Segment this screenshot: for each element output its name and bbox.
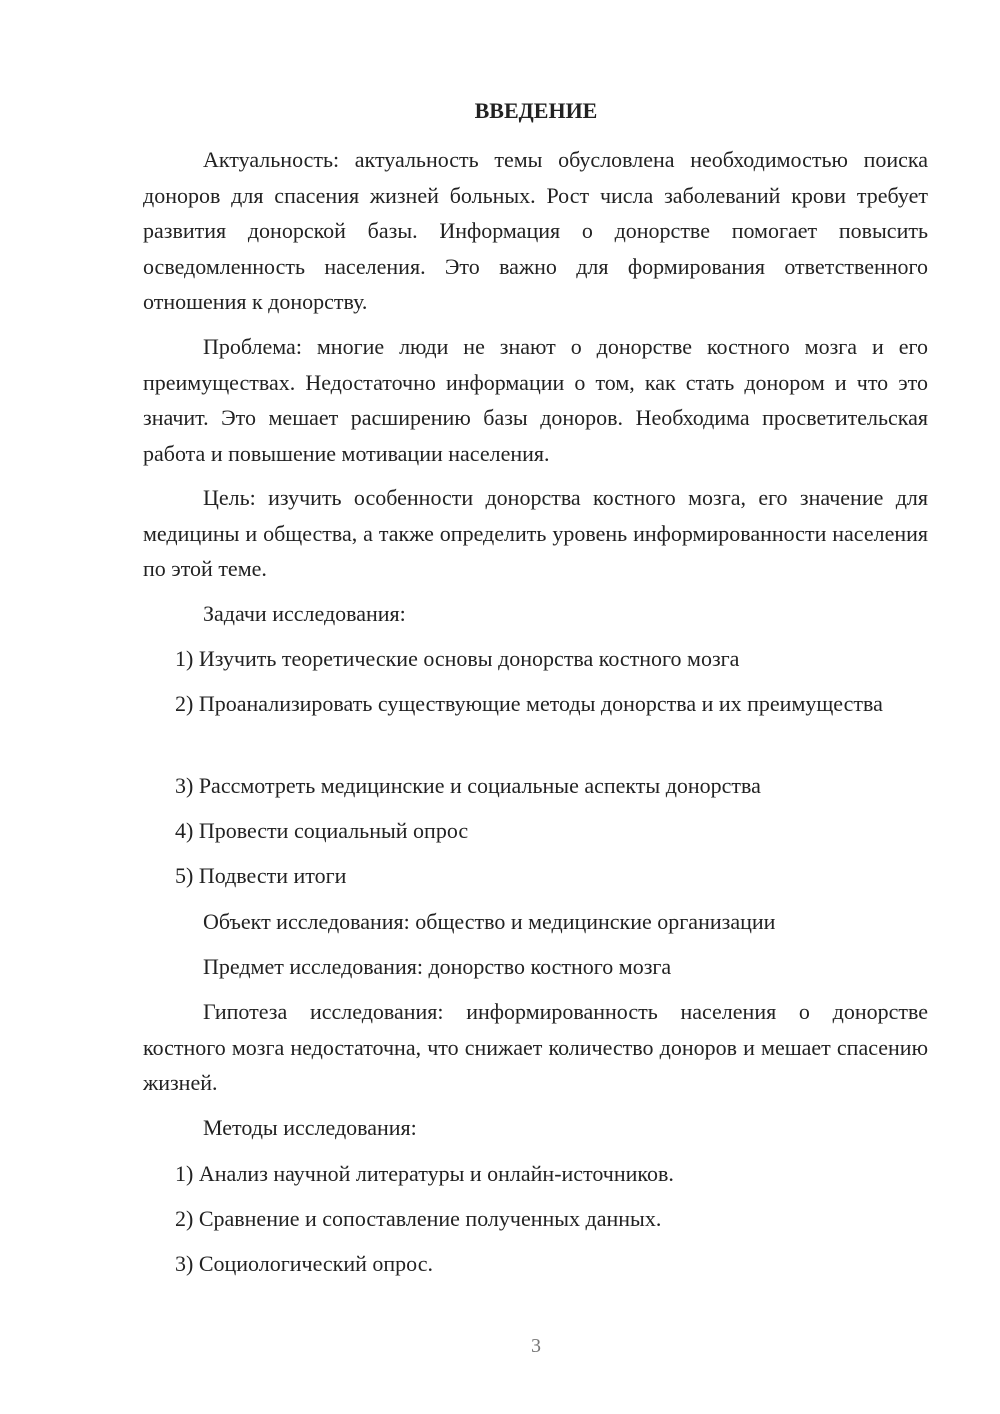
page-number: 3 (531, 1335, 541, 1357)
task-item-3: 3) Рассмотреть медицинские и социальные аспекты донорства (175, 773, 761, 798)
method-item-1: 1) Анализ научной литературы и онлайн-источников. (175, 1161, 674, 1186)
methods-title: Методы исследования: (203, 1115, 417, 1140)
subject-paragraph: Предмет исследования: донорство костного мозга (203, 954, 672, 979)
method-item-3: 3) Социологический опрос. (175, 1251, 433, 1276)
task-item-1: 1) Изучить теоретические основы донорства костного мозга (175, 646, 740, 671)
hypothesis-paragraph: Гипотеза исследования: информированность населения о донорстве костного мозга недостаточна, что снижает количество доноров и мешает спасению жизней. (143, 999, 928, 1095)
task-item-5: 5) Подвести итоги (175, 863, 347, 888)
tasks-title: Задачи исследования: (203, 601, 406, 626)
goal-paragraph: Цель: изучить особенности донорства костного мозга, его значение для медицины и общества, а также определить уровень информированности населения по этой теме. (143, 485, 928, 581)
task-item-4: 4) Провести социальный опрос (175, 818, 469, 843)
method-item-2: 2) Сравнение и сопоставление полученных данных. (175, 1206, 662, 1231)
task-item-2: 2) Проанализировать существующие методы донорства и их преимущества (175, 691, 883, 716)
problem-paragraph: Проблема: многие люди не знают о донорстве костного мозга и его преимуществах. Недостаточно информации о том, как стать донором и что это значит. Это мешает расширению базы доноров. Необходима просветительская работа и повышение мотивации населения. (143, 334, 928, 466)
section-heading: ВВЕДЕНИЕ (474, 98, 598, 123)
object-paragraph: Объект исследования: общество и медицинские организации (203, 909, 776, 934)
relevance-paragraph: Актуальность: актуальность темы обусловлена необходимостью поиска доноров для спасения жизней больных. Рост числа заболеваний крови требует развития донорской базы. Информация о донорстве помогает повысить осведомленность населения. Это важно для формирования ответственного отношения к донорству. (143, 147, 928, 314)
